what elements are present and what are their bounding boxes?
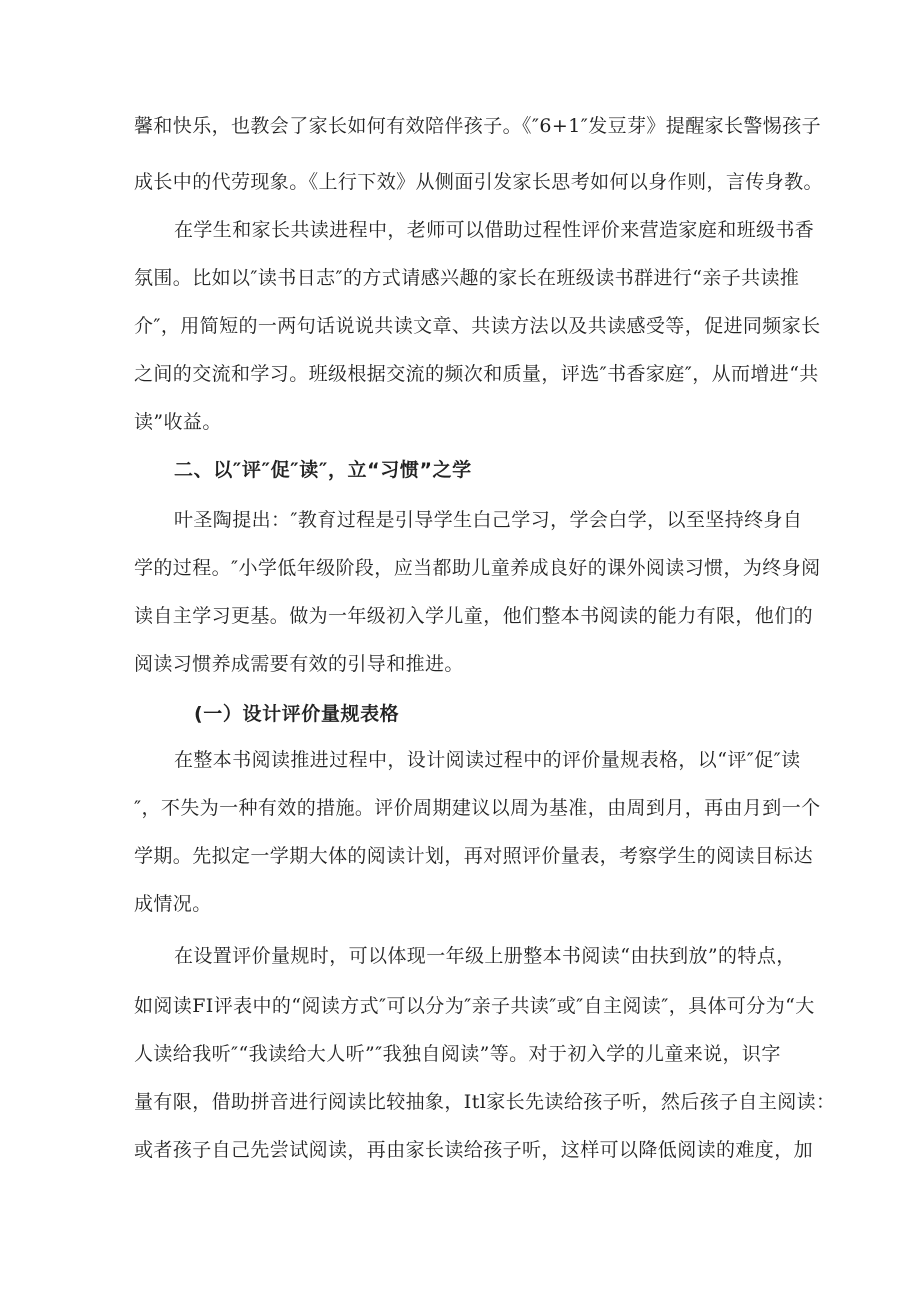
paragraph-line: 学期。先拟定一学期大体的阅读计划，再对照评价量表，考察学生的阅读目标达 [134, 845, 814, 867]
paragraph-line: 馨和快乐，也教会了家长如何有效陪伴孩子。《″6+1″发豆芽》提醒家长警惕孩子 [134, 115, 821, 137]
section-heading: 二、以″评″促″读″，立“习惯”之学 [174, 459, 472, 481]
paragraph-line: ″，不失为一种有效的措施。评价周期建议以周为基准，由周到月，再由月到一个 [134, 797, 821, 819]
paragraph-line: 读自主学习更基。做为一年级初入学儿童，他们整本书阅读的能力有限，他们的 [134, 605, 814, 627]
paragraph-line: 在学生和家长共读进程中，老师可以借助过程性评价来营造家庭和班级书香 [174, 219, 815, 241]
paragraph-line: 或者孩子自己先尝试阅读，再由家长读给孩子听，这样可以降低阅读的难度，加 [134, 1139, 814, 1161]
paragraph-line: 如阅读FI评表中的“阅读方式″可以分为″亲子共读″或″自主阅读″，具体可分为“大 [134, 995, 815, 1017]
paragraph-line: 量有限，借助拼音进行阅读比较抽象，Itl家长先读给孩子听，然后孩子自主阅读： [134, 1091, 836, 1113]
paragraph-line: 介″，用简短的一两句话说说共读文章、共读方法以及共读感受等，促进同频家长 [134, 315, 821, 337]
paragraph-line: 之间的交流和学习。班级根据交流的频次和质量，评选″书香家庭″，从而增进“共 [134, 363, 819, 385]
paragraph-line: 叶圣陶提出：″教育过程是引导学生白己学习，学会白学，以至坚持终身自 [174, 509, 803, 531]
paragraph-line: 成长中的代劳现象。《上行下效》从侧面引发家长思考如何以身作则，言传身教。 [134, 171, 823, 193]
paragraph-line: 在整本书阅读推进过程中，设计阅读过程中的评价量规表格，以“评″促″读 [174, 749, 801, 771]
paragraph-line: 学的过程。″小学低年级阶段，应当都助儿童养成良好的课外阅读习惯，为终身阅 [134, 557, 821, 579]
paragraph-line: 读”收益。 [134, 411, 222, 433]
subsection-heading: (一）设计评价量规表格 [194, 703, 400, 725]
paragraph-line: 阅读习惯养成需要有效的引导和推进。 [134, 653, 464, 675]
paragraph-line: 在设置评价量规时，可以体现一年级上册整本书阅读“由扶到放”的特点， [174, 945, 796, 967]
paragraph-line: 氛围。比如以″读书日志″的方式请感兴趣的家长在班级读书群进行“亲子共读推 [134, 267, 800, 289]
paragraph-line: 成情况。 [134, 893, 212, 915]
paragraph-line: 人读给我听″“我读给大人听”″我独自阅读”等。对于初入学的儿童来说，识字 [134, 1043, 781, 1065]
